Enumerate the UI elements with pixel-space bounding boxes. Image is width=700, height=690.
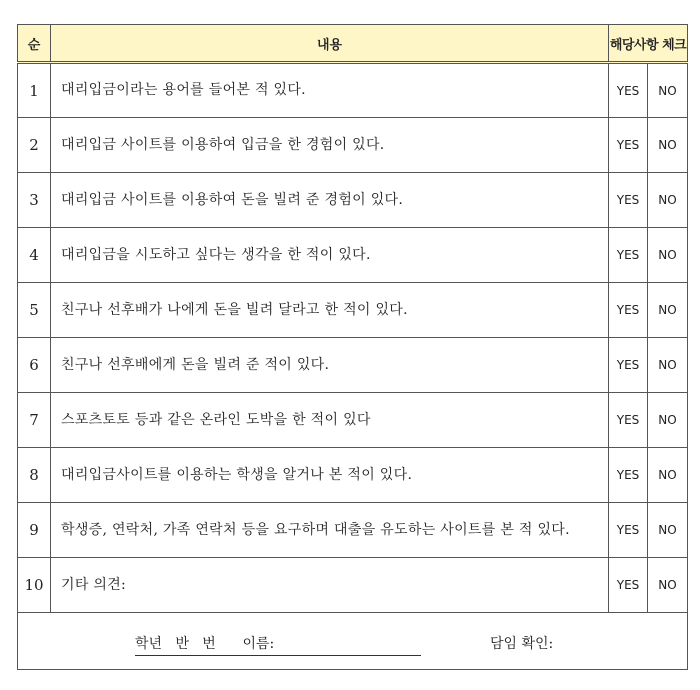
signature-row [18,613,688,670]
header-number: 순 [18,25,51,63]
question-row [18,228,688,283]
question-text: 학생증, 연락처, 가족 연락처 등을 요구하며 대출을 유도하는 사이트를 본 적 있다. [51,503,609,558]
question-text: 대리입금이라는 용어를 들어본 적 있다. [51,63,609,118]
survey-table [17,24,688,670]
student-info-field[interactable] [135,633,421,656]
yes-checkbox[interactable]: YES [609,283,648,338]
question-text: 대리입금 사이트를 이용하여 돈을 빌려 준 경험이 있다. [51,173,609,228]
no-checkbox[interactable]: NO [648,63,688,118]
no-checkbox[interactable]: NO [648,118,688,173]
question-row [18,503,688,558]
header-row [18,25,688,63]
header-content: 내용 [51,25,609,63]
question-text: 친구나 선후배가 나에게 돈을 빌려 달라고 한 적이 있다. [51,283,609,338]
question-row [18,448,688,503]
no-checkbox[interactable]: NO [648,503,688,558]
question-number: 2 [18,118,51,173]
student-info-label: 학년 반 번 이름: [135,636,275,652]
no-checkbox[interactable]: NO [648,393,688,448]
no-checkbox[interactable]: NO [648,283,688,338]
question-number: 7 [18,393,51,448]
question-number: 8 [18,448,51,503]
question-number: 6 [18,338,51,393]
question-number: 3 [18,173,51,228]
question-row [18,338,688,393]
question-text: 대리입금사이트를 이용하는 학생을 알거나 본 적이 있다. [51,448,609,503]
no-checkbox[interactable]: NO [648,448,688,503]
yes-checkbox[interactable]: YES [609,63,648,118]
yes-checkbox[interactable]: YES [609,338,648,393]
yes-checkbox[interactable]: YES [609,118,648,173]
question-row [18,118,688,173]
yes-checkbox[interactable]: YES [609,173,648,228]
question-text: 기타 의견: [51,558,609,613]
header-check: 해당사항 체크 [609,25,688,63]
question-rows [18,63,688,613]
question-row [18,393,688,448]
question-row [18,558,688,613]
question-number: 5 [18,283,51,338]
question-row [18,63,688,118]
yes-checkbox[interactable]: YES [609,448,648,503]
question-row [18,283,688,338]
question-text: 대리입금 사이트를 이용하여 입금을 한 경험이 있다. [51,118,609,173]
no-checkbox[interactable]: NO [648,173,688,228]
yes-checkbox[interactable]: YES [609,503,648,558]
yes-checkbox[interactable]: YES [609,393,648,448]
yes-checkbox[interactable]: YES [609,228,648,283]
no-checkbox[interactable]: NO [648,558,688,613]
question-text: 친구나 선후배에게 돈을 빌려 준 적이 있다. [51,338,609,393]
teacher-confirm-field[interactable] [490,633,553,653]
question-text: 대리입금을 시도하고 싶다는 생각을 한 적이 있다. [51,228,609,283]
signature-cell [18,613,688,670]
question-number: 4 [18,228,51,283]
survey-sheet [17,24,687,670]
teacher-confirm-label: 담임 확인: [490,636,554,652]
yes-checkbox[interactable]: YES [609,558,648,613]
question-number: 1 [18,63,51,118]
no-checkbox[interactable]: NO [648,338,688,393]
question-number: 10 [18,558,51,613]
question-row [18,173,688,228]
question-number: 9 [18,503,51,558]
question-text: 스포츠토토 등과 같은 온라인 도박을 한 적이 있다 [51,393,609,448]
no-checkbox[interactable]: NO [648,228,688,283]
